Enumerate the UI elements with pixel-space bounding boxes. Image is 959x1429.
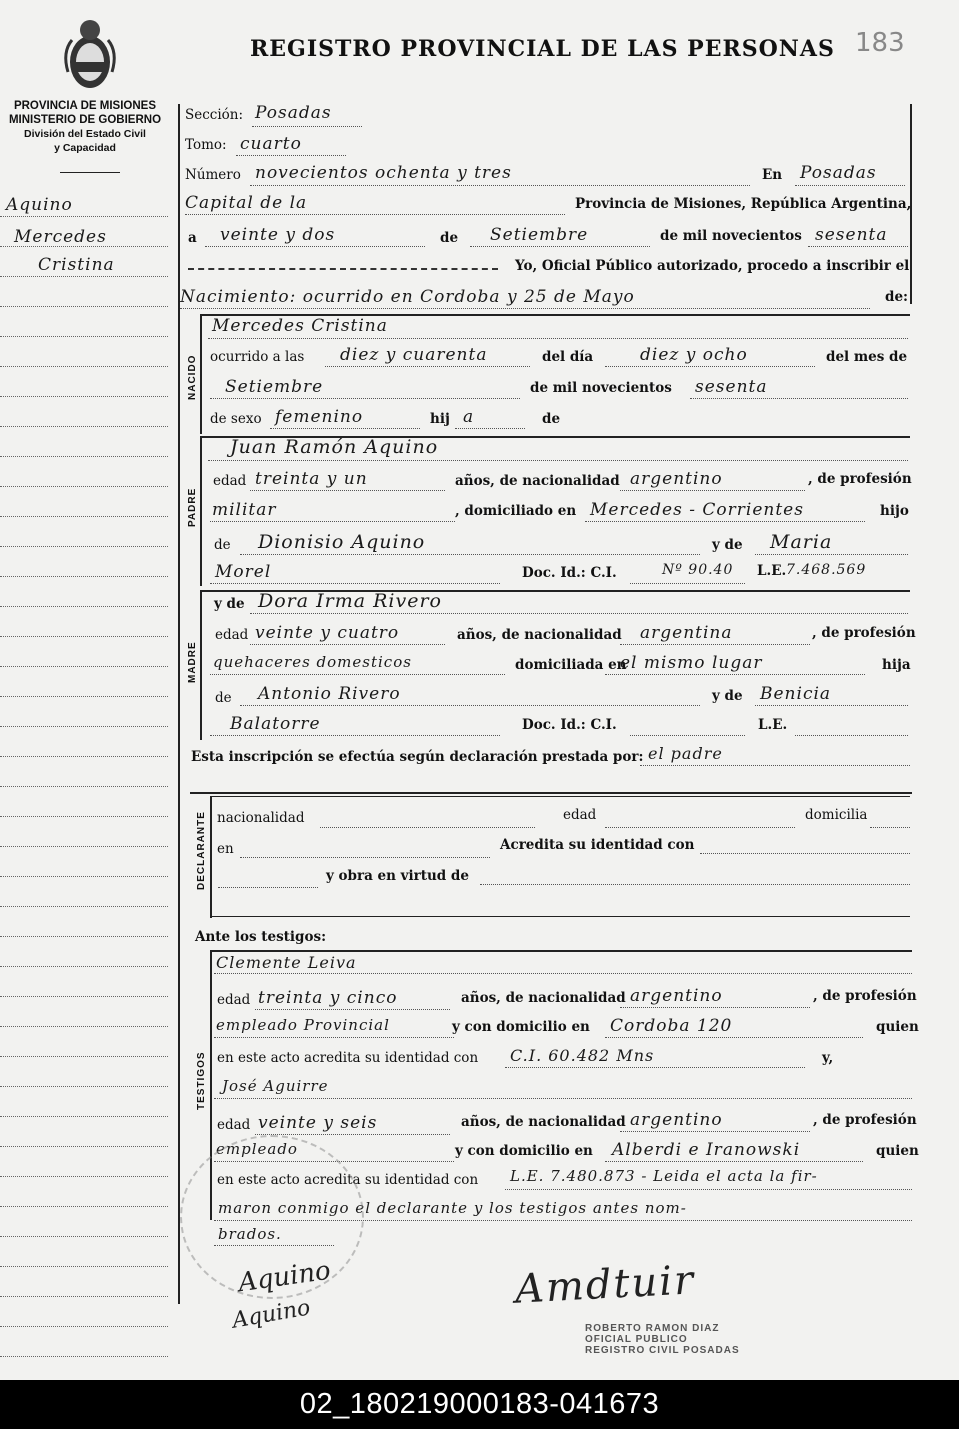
padre-le-label: L.E. (757, 563, 787, 579)
dia-value: veinte y dos (220, 225, 336, 245)
sexo-value: femenino (275, 407, 364, 427)
institution-line: División del Estado Civil (24, 128, 146, 140)
padre-edad-label: edad (213, 473, 247, 489)
decl-nacionalidad-label: nacionalidad (217, 810, 305, 826)
hij-label: hij (430, 411, 450, 427)
strike-line (188, 268, 498, 270)
padre-de-label: de (214, 537, 231, 553)
page-title: REGISTRO PROVINCIAL DE LAS PERSONAS (250, 36, 835, 62)
t1-domicilio-value: Cordoba 120 (610, 1016, 733, 1036)
abuela-materna-apellido: Balatorre (230, 714, 321, 734)
madre-le-label: L.E. (758, 717, 788, 733)
stamp-line: OFICIAL PUBLICO (585, 1334, 688, 1345)
declarante-side-label: DECLARANTE (196, 811, 207, 890)
institution-heading (0, 99, 170, 155)
t2-anios-label: años, de nacionalidad (461, 1114, 626, 1130)
acto-value: Nacimiento: ocurrido en Cordoba y 25 de Mayo (180, 287, 635, 307)
declaracion-text: Esta inscripción se efectúa según declaración prestada por: (191, 749, 644, 765)
t1-nacionalidad: argentino (630, 986, 723, 1006)
hijo-label: hijo (880, 503, 909, 519)
madre-domicilio-value: el mismo lugar (620, 653, 763, 673)
left-border (178, 104, 180, 1304)
anio-value: sesenta (815, 225, 888, 245)
ocurrido-label: ocurrido a las (210, 349, 305, 365)
t2-domicilio-label: y con domicilio en (455, 1143, 593, 1159)
seccion-label: Sección: (185, 107, 244, 123)
madre-doc-label: Doc. Id.: C.I. (522, 717, 617, 733)
signature-oficial: Amdtuir (513, 1257, 697, 1313)
closing-text-2: brados. (218, 1225, 282, 1243)
madre-profesion-label: , de profesión (812, 625, 916, 641)
t2-nacionalidad: argentino (630, 1110, 723, 1130)
de-colon: de: (885, 289, 909, 305)
madre-anios-label: años, de nacionalidad (457, 627, 622, 643)
oficial-text: Yo, Oficial Público autorizado, procedo a inscribir el (515, 258, 910, 274)
decl-en-label: en (217, 841, 234, 857)
madre-bracket (200, 590, 202, 740)
signature-testigo: Aquino (230, 1295, 313, 1334)
testigos-side-label: TESTIGOS (196, 1051, 207, 1110)
de-label: de (440, 230, 459, 246)
padre-le-value: 7.468.569 (786, 562, 867, 578)
padre-nacionalidad: argentino (630, 469, 723, 489)
nacido-side-label: NACIDO (187, 354, 198, 400)
padre-nombre: Juan Ramón Aquino (230, 436, 439, 458)
t2-domicilio-value: Alberdi e Iranowski (612, 1140, 801, 1160)
madre-profesion-value: quehaceres domesticos (213, 653, 412, 671)
t1-anios-label: años, de nacionalidad (461, 990, 626, 1006)
t1-profesion-value: empleado Provincial (216, 1016, 390, 1034)
padre-domicilio-label: , domiciliado en (455, 503, 577, 519)
nacido-nombre: Mercedes Cristina (212, 316, 388, 336)
page-number: 183 (855, 28, 905, 58)
del-dia-label: del día (542, 349, 594, 365)
testigo1-nombre: Clemente Leiva (216, 953, 357, 972)
coat-of-arms-icon (60, 12, 120, 97)
abuelo-paterno: Dionisio Aquino (258, 531, 426, 553)
en-label: En (762, 167, 783, 183)
padre-y-de-label: y de (712, 537, 743, 553)
decl-acredita-label: Acredita su identidad con (500, 837, 695, 853)
image-id-footer: 02_180219000183-041673 (0, 1380, 959, 1429)
t2-edad-value: veinte y seis (258, 1113, 378, 1133)
nacido-bracket (200, 314, 202, 434)
margin-note-name: Mercedes (14, 227, 107, 247)
t1-domicilio-label: y con domicilio en (452, 1019, 590, 1035)
padre-domicilio-value: Mercedes - Corrientes (590, 500, 804, 520)
t2-doc-value: L.E. 7.480.873 - Leida el acta la fir- (510, 1167, 818, 1185)
dia-nacimiento: diez y ocho (640, 345, 748, 365)
padre-bracket (200, 436, 202, 586)
closing-text-1: maron conmigo el declarante y los testigos antes nom- (218, 1199, 687, 1217)
divider (60, 172, 120, 173)
declaracion-line (190, 792, 912, 794)
mes-value: Setiembre (490, 225, 589, 245)
del-mes-label: del mes de (826, 349, 908, 365)
stamp-line: ROBERTO RAMON DIAZ (585, 1323, 720, 1334)
institution-line: MINISTERIO DE GOBIERNO (8, 114, 162, 126)
t2-acredita-label: en este acto acredita su identidad con (217, 1172, 479, 1188)
stamp-line: REGISTRO CIVIL POSADAS (585, 1345, 740, 1356)
city-value: Capital de la (185, 193, 308, 213)
madre-nombre: Dora Irma Rivero (258, 590, 442, 612)
t2-edad-label: edad (217, 1117, 251, 1133)
padre-anios-label: años, de nacionalidad (455, 473, 620, 489)
decl-edad-label: edad (563, 807, 597, 823)
madre-de-label: de (215, 690, 232, 706)
t2-profesion-value: empleado (216, 1140, 298, 1158)
tomo-value: cuarto (240, 134, 302, 154)
declarante-bracket (210, 796, 212, 918)
abuela-paterna-apellido: Morel (215, 562, 272, 582)
padre-edad-value: treinta y un (255, 469, 368, 489)
t1-doc-value: C.I. 60.482 Mns (510, 1046, 655, 1065)
institution-line: PROVINCIA DE MISIONES (13, 100, 157, 112)
madre-y-de2-label: y de (712, 688, 743, 704)
institution-line: y Capacidad (54, 142, 116, 154)
madre-edad-label: edad (215, 627, 249, 643)
signature-declarante: Aquino (236, 1255, 333, 1299)
t1-y-label: y, (822, 1050, 834, 1066)
madre-edad-value: veinte y cuatro (255, 623, 400, 643)
en-value: Posadas (800, 163, 877, 183)
t1-acredita-label: en este acto acredita su identidad con (217, 1050, 479, 1066)
padre-profesion-value: militar (212, 500, 277, 520)
numero-value: novecientos ochenta y tres (255, 163, 512, 183)
padre-side-label: PADRE (187, 487, 198, 527)
testigo2-nombre: José Aguirre (222, 1077, 329, 1095)
seccion-value: Posadas (255, 103, 332, 123)
t1-profesion-label: , de profesión (813, 988, 917, 1004)
hij-value: a (463, 407, 475, 427)
numero-label: Número (185, 167, 241, 183)
madre-y-de-label: y de (214, 596, 245, 612)
padre-profesion-label: , de profesión (808, 471, 912, 487)
testigos-intro: Ante los testigos: (195, 929, 327, 945)
margin-note-name-2: Cristina (38, 255, 115, 275)
t1-edad-label: edad (217, 992, 251, 1008)
mil-label: de mil novecientos (660, 228, 802, 244)
madre-domicilio-label: domiciliada en (515, 657, 627, 673)
mes-nacimiento: Setiembre (225, 377, 324, 397)
hora-value: diez y cuarenta (340, 345, 488, 365)
margin-note-surname: Aquino (6, 195, 73, 215)
official-stamp (585, 1323, 740, 1356)
t2-profesion-label: , de profesión (813, 1112, 917, 1128)
sexo-label: de sexo (210, 411, 262, 427)
decl-virtud-label: y obra en virtud de (326, 868, 469, 884)
anio-nacimiento: sesenta (695, 377, 768, 397)
madre-side-label: MADRE (187, 641, 198, 683)
abuelo-materno: Antonio Rivero (258, 684, 401, 704)
tomo-label: Tomo: (185, 137, 227, 153)
provincia-text: Provincia de Misiones, República Argentina, (575, 196, 912, 212)
abuela-materna: Benicia (760, 684, 832, 704)
a-label: a (188, 230, 197, 246)
hija-label: hija (882, 657, 911, 673)
t1-edad-value: treinta y cinco (258, 988, 398, 1008)
t2-quien-label: quien (876, 1143, 919, 1159)
padre-doc-label: Doc. Id.: C.I. (522, 565, 617, 581)
madre-nacionalidad: argentina (640, 623, 733, 643)
t1-quien-label: quien (876, 1019, 919, 1035)
decl-domicilia-label: domicilia (805, 807, 868, 823)
abuela-paterna: Maria (770, 531, 833, 553)
nacido-mil-label: de mil novecientos (530, 380, 672, 396)
nacido-de-label: de (542, 411, 561, 427)
declaracion-value: el padre (648, 744, 723, 763)
padre-ci-value: Nº 90.40 (662, 562, 734, 578)
